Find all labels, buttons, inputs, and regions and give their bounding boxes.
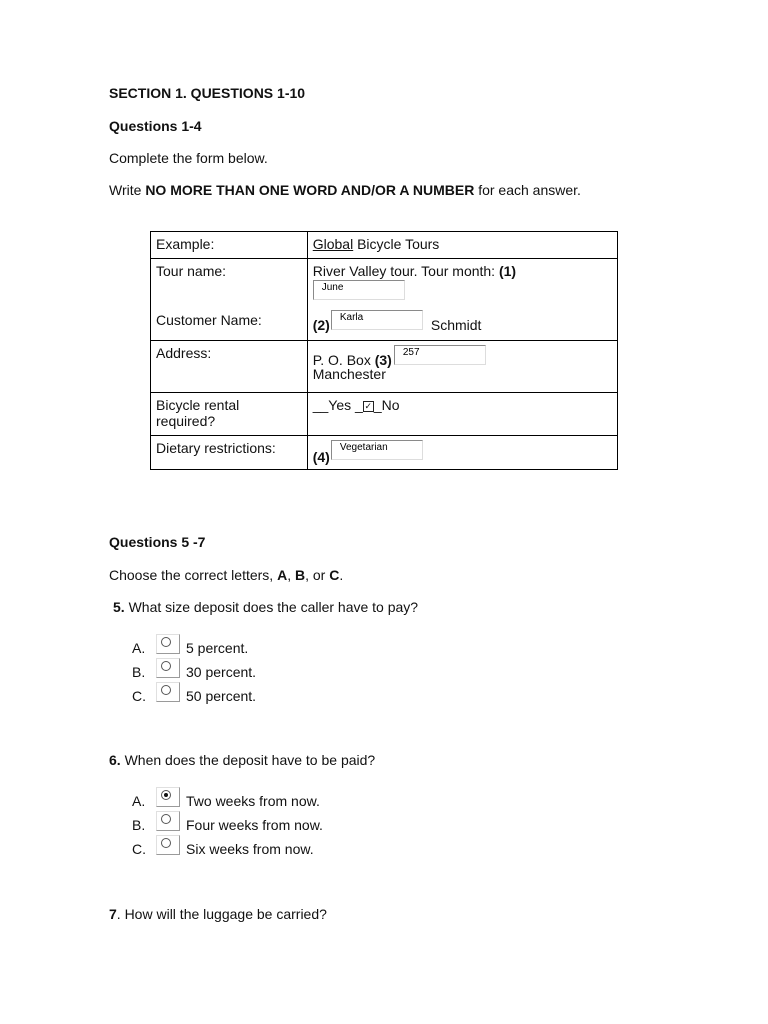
address-po-box: P. O. Box (3) 257 — [313, 345, 612, 367]
bicycle-rental-label: Bicycle rental required? — [151, 393, 308, 436]
customer-name-value: (2) Karla Schmidt — [312, 312, 482, 333]
booking-form-table — [150, 231, 618, 470]
q6-option-c-letter: C. — [132, 841, 146, 857]
customer-name-label: Customer Name: — [156, 312, 262, 328]
example-value: Global Bicycle Tours — [307, 232, 617, 259]
question-7: 7. How will the luggage be carried? — [109, 906, 327, 922]
q6-option-a-radio[interactable] — [156, 787, 180, 807]
q5-option-a-letter: A. — [132, 640, 146, 656]
word-limit-instruction: Write NO MORE THAN ONE WORD AND/OR A NUMBER for each answer. — [109, 182, 581, 198]
selected-dot-icon — [164, 793, 168, 797]
questions-5-7-heading: Questions 5 -7 — [109, 534, 206, 550]
example-label: Example: — [151, 232, 308, 259]
form-row-example — [151, 232, 618, 259]
question-6: 6. When does the deposit have to be paid? — [109, 752, 376, 768]
question-5: 5. What size deposit does the caller have to pay? — [113, 599, 419, 615]
answer-4-field[interactable]: Vegetarian — [331, 440, 423, 460]
form-row-bicycle — [151, 393, 618, 436]
answer-1-field[interactable]: June — [313, 280, 405, 300]
form-row-address — [151, 341, 618, 393]
q6-option-a-letter: A. — [132, 793, 146, 809]
section-heading: SECTION 1. QUESTIONS 1-10 — [109, 85, 306, 101]
form-row-tour-customer — [151, 259, 618, 341]
dietary-label: Dietary restrictions: — [151, 436, 308, 470]
tour-name-label: Tour name: — [156, 263, 227, 279]
q5-option-a-text: 5 percent. — [186, 640, 249, 656]
q6-option-b-text: Four weeks from now. — [186, 817, 323, 833]
tour-name-value: River Valley tour. Tour month: (1) — [312, 263, 517, 279]
address-city: Manchester — [312, 366, 386, 382]
questions-1-4-heading: Questions 1-4 — [109, 118, 202, 134]
q6-option-b-letter: B. — [132, 817, 146, 833]
q5-option-a-radio[interactable] — [156, 634, 180, 654]
q5-option-b-text: 30 percent. — [186, 664, 257, 680]
q5-option-c-text: 50 percent. — [186, 688, 257, 704]
dietary-value: (4)Vegetarian — [313, 440, 612, 464]
bicycle-rental-value: __Yes _ ✓ _No — [307, 393, 617, 436]
q5-option-c-radio[interactable] — [156, 682, 180, 702]
q6-option-c-radio[interactable] — [156, 835, 180, 855]
checkbox-icon[interactable]: ✓ — [364, 401, 373, 411]
form-row-dietary — [151, 436, 618, 470]
q5-option-b-letter: B. — [132, 664, 146, 680]
q6-option-b-radio[interactable] — [156, 811, 180, 831]
form-instruction: Complete the form below. — [109, 150, 268, 166]
answer-2-field[interactable]: Karla — [331, 310, 423, 330]
q5-option-b-radio[interactable] — [156, 658, 180, 678]
choose-instruction: Choose the correct letters, A, B, or C. — [109, 567, 344, 583]
address-label: Address: — [151, 341, 308, 393]
answer-3-field[interactable]: 257 — [394, 345, 486, 365]
q5-option-c-letter: C. — [132, 688, 146, 704]
q6-option-c-text: Six weeks from now. — [186, 841, 314, 857]
q6-option-a-text: Two weeks from now. — [186, 793, 320, 809]
